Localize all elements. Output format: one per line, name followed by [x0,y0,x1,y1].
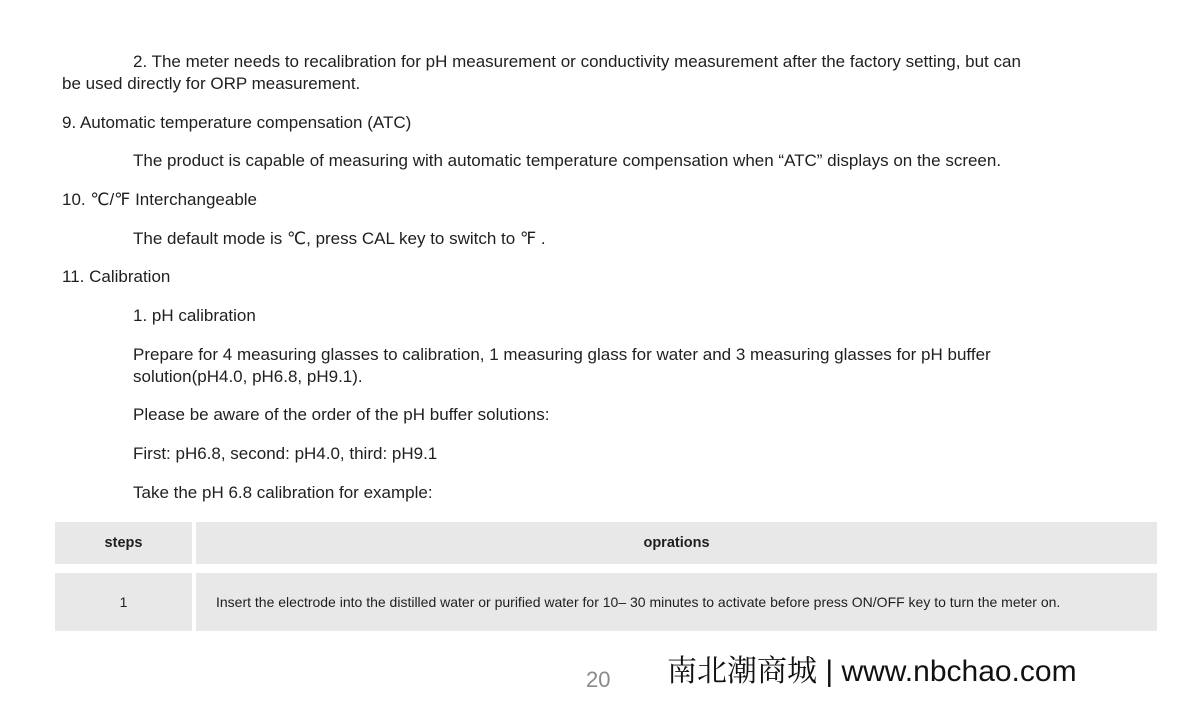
recalibration-note-line-1: 2. The meter needs to recalibration for pH measurement or conductivity measurement after the factory setting, but can [133,52,1021,71]
step-operation: Insert the electrode into the distilled water or purified water for 10– 30 minutes to activate before press ON/OFF key to turn the meter on. [196,573,1157,631]
calibration-heading: 11. Calibration [62,267,171,286]
order-list: First: pH6.8, second: pH4.0, third: pH9.1 [133,444,438,463]
unit-heading: 10. ℃/℉ Interchangeable [62,190,258,209]
page-number: 20 [586,667,611,692]
step-number: 1 [55,573,192,631]
ph-calibration-heading: 1. pH calibration [133,306,256,325]
unit-text: The default mode is ℃, press CAL key to switch to ℉ . [133,229,546,248]
atc-heading: 9. Automatic temperature compensation (ATC) [62,113,412,132]
table-row [55,573,1157,631]
recalibration-note-line-2: be used directly for ORP measurement. [62,74,361,93]
order-text: Please be aware of the order of the pH buffer solutions: [133,405,550,424]
table-header-row [55,522,1157,564]
operations-column-header: oprations [196,522,1157,564]
example-text: Take the pH 6.8 calibration for example: [133,483,433,502]
atc-text: The product is capable of measuring with automatic temperature compensation when “ATC” displays on the screen. [133,151,1002,170]
calibration-steps-table [55,522,1157,640]
steps-column-header: steps [55,522,192,564]
site-watermark: 南北潮商城 | www.nbchao.com [667,655,1077,688]
prepare-text: Prepare for 4 measuring glasses to calibration, 1 measuring glass for water and 3 measuring glasses for pH buffer solution(pH4.0, pH6.8, pH9.1). [133,345,991,386]
